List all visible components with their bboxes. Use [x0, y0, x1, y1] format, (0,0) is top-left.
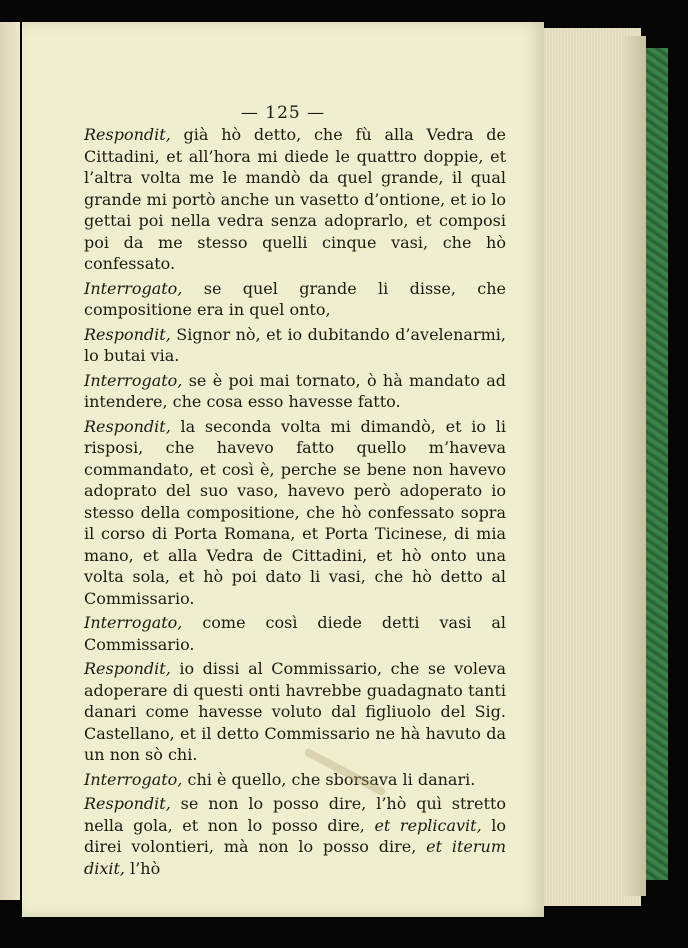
paragraph: [84, 124, 506, 275]
paragraph-lead: Interrogato,: [84, 278, 183, 298]
paragraph-text: se non lo posso dire, l’hò quì stretto nella gola, et non lo posso dire,: [84, 794, 506, 835]
paragraph-text: se è poi mai tornato, ò hà mandato ad intendere, che cosa esso havesse fatto.: [84, 370, 506, 411]
page-number: — 125 —: [240, 103, 326, 123]
paragraph-lead: Respondit,: [84, 324, 171, 344]
paragraph-italic: et iterum dixit,: [84, 837, 506, 878]
paragraph-italic: et replicavit,: [364, 815, 482, 835]
paragraph-text: come così diede detti vasi al Commissario.: [84, 613, 506, 654]
book-fore-edge-shadow: [624, 36, 646, 896]
paragraph: [84, 324, 506, 367]
paragraph-lead: Respondit,: [84, 659, 171, 678]
paragraph: [84, 793, 506, 879]
paragraph: [84, 769, 506, 791]
paragraph-lead: Respondit,: [84, 794, 171, 813]
paragraph-text: l’hò: [125, 858, 161, 878]
paragraph-text: Signor nò, et io dubitando d’avelenarmi, lo butai via.: [84, 324, 506, 365]
paragraph-lead: Respondit,: [84, 125, 171, 144]
paragraph-lead: Interrogato,: [84, 769, 183, 789]
book-cover-edge: [646, 48, 668, 880]
paragraph: [84, 658, 506, 766]
paragraph-lead: Interrogato,: [84, 370, 183, 390]
facing-page-edge: [0, 22, 20, 900]
paragraph-text: se quel grande li disse, che compositione era in quel onto,: [84, 278, 506, 319]
paragraph-text: la seconda volta mi dimandò, et io li risposi, che havevo fatto quello m’haveva commandato, et così è, perche se bene non havevo adoprato del suo vaso, havevo però adoperato io stesso della compositione, che hò confessato sopra il corso di Porta Romana, et Porta Ticinese, di mia mano, et alla Vedra de Cittadini, et hò onto una volta sola, et hò poi dato li vasi, che hò detto al Commissario.: [84, 416, 506, 608]
paragraph-text: chi è quello, che sborsava li danari.: [182, 769, 476, 789]
paragraph: [84, 416, 506, 610]
paragraph-lead: Respondit,: [84, 416, 171, 436]
paragraph-text: lo direi volontieri, mà non lo posso dire,: [84, 815, 506, 856]
paragraph-text: io dissi al Commissario, che se voleva adoperare di questi onti havrebbe guadagnato tanti danari come havesse voluto dal figliuolo del Sig. Castellano, et il detto Commissario ne hà havuto da un non sò chi.: [84, 659, 506, 764]
paragraph: [84, 612, 506, 655]
paragraph-lead: Interrogato,: [84, 613, 183, 632]
paragraph-text: già hò detto, che fù alla Vedra de Cittadini, et all’hora mi diede le quattro doppie, et l’altra volta me le mandò da quel grande, il qual grande mi portò anche un vasetto d’ontione, et io lo gettai poi nella vedra senza adoprarlo, et composi poi da me stesso quelli cinque vasi, che hò confessato.: [84, 125, 506, 273]
page-body: [84, 124, 506, 879]
paragraph: [84, 278, 506, 321]
paragraph: [84, 370, 506, 413]
